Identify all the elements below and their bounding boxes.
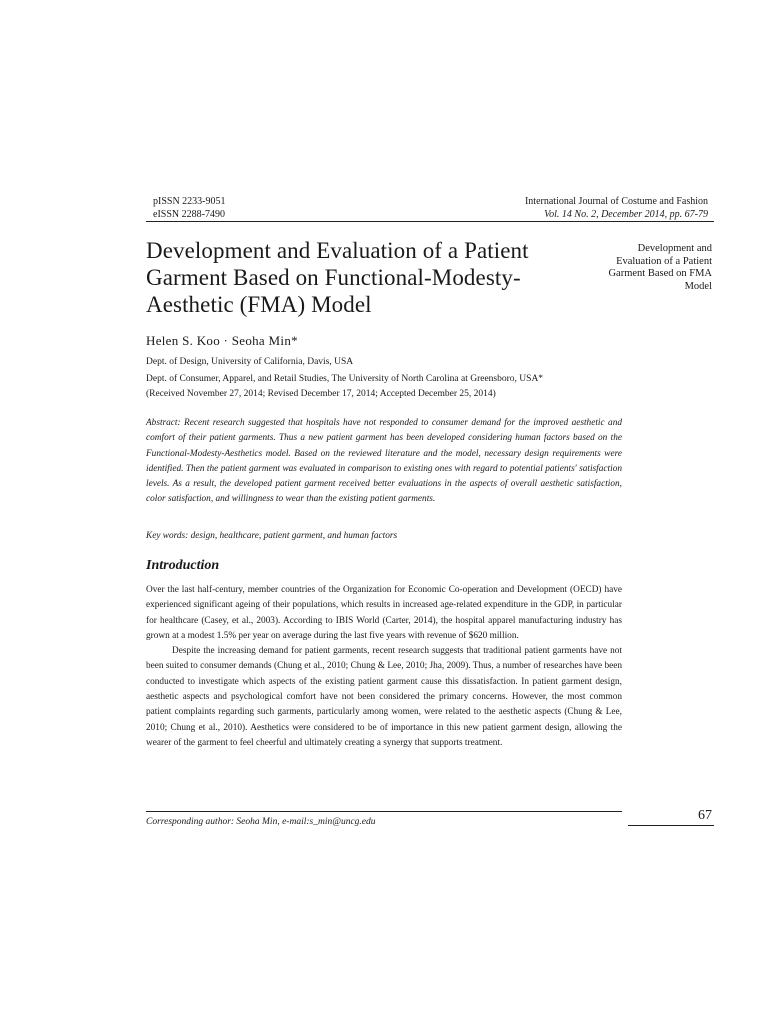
journal-block (525, 195, 708, 221)
received-dates: (Received November 27, 2014; Revised December 17, 2014; Accepted December 25, 2014) (146, 389, 496, 399)
footnote-rule (146, 811, 622, 812)
body-text (146, 583, 622, 751)
section-heading: Introduction (146, 558, 220, 573)
keywords-text: design, healthcare, patient garment, and human factors (190, 531, 398, 541)
header-rule (146, 221, 714, 222)
abstract-label: Abstract (146, 418, 178, 428)
paragraph: Despite the increasing demand for patient garments, recent research suggests that traditional patient garments have not been suited to consumer demands (Chung et al., 2010; Chung & Lee, 2010; Jha, 2009). Thus, a number of researches have been conducted to investigate which aspects of the existing patient garment cause this dissatisfaction. In patient garment design, aesthetic aspects and psychological comfort have not been considered the primary concerns. However, the most common patient complaints regarding such garments, particularly among women, were related to the aesthetic aspects (Chung & Lee, 2010; Chung et al., 2010). Aesthetics were considered to be of importance in this new patient garment design, allowing the wearer of the garment to feel cheerful and ultimately creating a synergy that supports treatment. (146, 646, 622, 748)
page-number: 67 (698, 808, 712, 823)
authors: Helen S. Koo · Seoha Min* (146, 333, 298, 348)
pissn: pISSN 2233-9051 (153, 196, 226, 207)
issn-block (153, 195, 226, 221)
abstract-text: Recent research suggested that hospitals have not responded to consumer demand for the improved aesthetic and comfort of their patient garments. Thus a new patient garment has been developed considering human factors based on the Functional-Modesty-Aesthetics model. Based on the reviewed literature and the model, necessary design requirements were identified. Then the patient garment was evaluated in comparison to existing ones with regard to potential patients' satisfaction levels. As a result, the developed patient garment received better evaluations in the aspects of overall aesthetic satisfaction, color satisfaction, and willingness to wear than the existing patient garments. (146, 418, 622, 505)
journal-name: International Journal of Costume and Fashion (524, 196, 708, 207)
eissn: eISSN 2288-7490 (153, 209, 225, 220)
keywords: Key words: design, healthcare, patient garment, and human factors (146, 531, 398, 541)
keywords-label: Key words (146, 531, 186, 541)
abstract: Abstract: Recent research suggested that hospitals have not responded to consumer demand for the improved aesthetic and comfort of their patient garments. Thus a new patient garment has been developed considering human factors based on the Functional-Modesty-Aesthetics model. Based on the reviewed literature and the model, necessary design requirements were identified. Then the patient garment was evaluated in comparison to existing ones with regard to potential patients' satisfaction levels. As a result, the developed patient garment received better evaluations in the aspects of overall aesthetic satisfaction, color satisfaction, and willingness to wear than the existing patient garments. (146, 418, 622, 505)
paper-title: Development and Evaluation of a Patient Garment Based on Functional-Modesty-Aesthetic (FMA) Model (146, 238, 529, 317)
running-title: Development and Evaluation of a Patient Garment Based on FMA Model (608, 243, 712, 292)
volume-info: Vol. 14 No. 2, December 2014, pp. 67-79 (544, 209, 708, 220)
page-number-rule (628, 825, 714, 826)
affiliation-2: Dept. of Consumer, Apparel, and Retail Studies, The University of North Carolina at Greensboro, USA* (146, 374, 544, 384)
corresponding-author: Corresponding author: Seoha Min, e-mail:s_min@uncg.edu (146, 817, 376, 827)
paragraph: Over the last half-century, member countries of the Organization for Economic Co-operation and Development (OECD) have experienced significant ageing of their populations, which results in increased age-related expenditure in the GDP, in particular for healthcare (Casey, et al., 2003). According to IBIS World (Carter, 2014), the hospital apparel manufacturing industry has grown at a modest 1.5% per year on average during the last five years with revenue of $620 million. (146, 585, 622, 641)
affiliation-1: Dept. of Design, University of California, Davis, USA (146, 357, 354, 367)
